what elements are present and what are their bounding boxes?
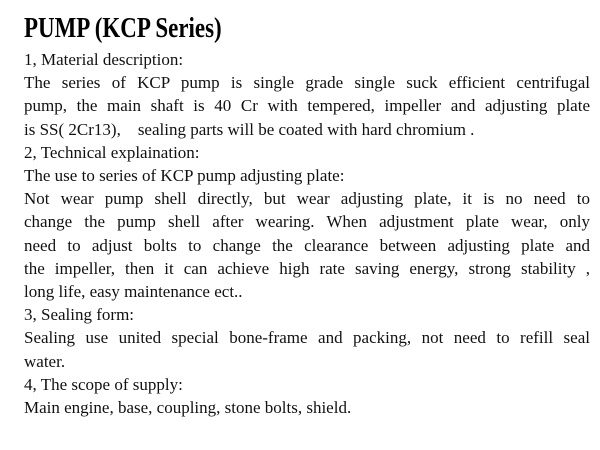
page-title: PUMP (KCP Series) [24, 13, 222, 44]
text-line: 3, Sealing form: [24, 305, 135, 325]
text-line: 2, Technical explaination: [24, 142, 200, 162]
text-line: Not wear pump shell directly, but wear adjusting plate, it is no need to [24, 189, 590, 209]
text-line: Sealing use united special bone-frame and packing, not need to refill seal [24, 328, 590, 348]
text-line: long life, easy maintenance ect.. [24, 282, 243, 302]
text-line: Main engine, base, coupling, stone bolts, shield. [24, 398, 352, 418]
text-line: 1, Material description: [24, 50, 184, 69]
text-line: 4, The scope of supply: [24, 374, 183, 394]
body-text [24, 48, 590, 419]
text-line: pump, the main shaft is 40 Cr with tempered, impeller and adjusting plate [24, 96, 590, 116]
text-line: The series of KCP pump is single grade single suck efficient centrifugal [24, 73, 590, 93]
text-line: is SS( 2Cr13), sealing parts will be coated with hard chromium . [24, 119, 475, 139]
text-line: water. [24, 351, 66, 371]
text-line: change the pump shell after wearing. When adjustment plate wear, only [24, 212, 590, 232]
text-line: need to adjust bolts to change the clearance between adjusting plate and [24, 235, 590, 255]
text-line: the impeller, then it can achieve high rate saving energy, strong stability , [24, 258, 590, 278]
text-line: The use to series of KCP pump adjusting plate: [24, 166, 345, 186]
document-content [24, 12, 590, 419]
